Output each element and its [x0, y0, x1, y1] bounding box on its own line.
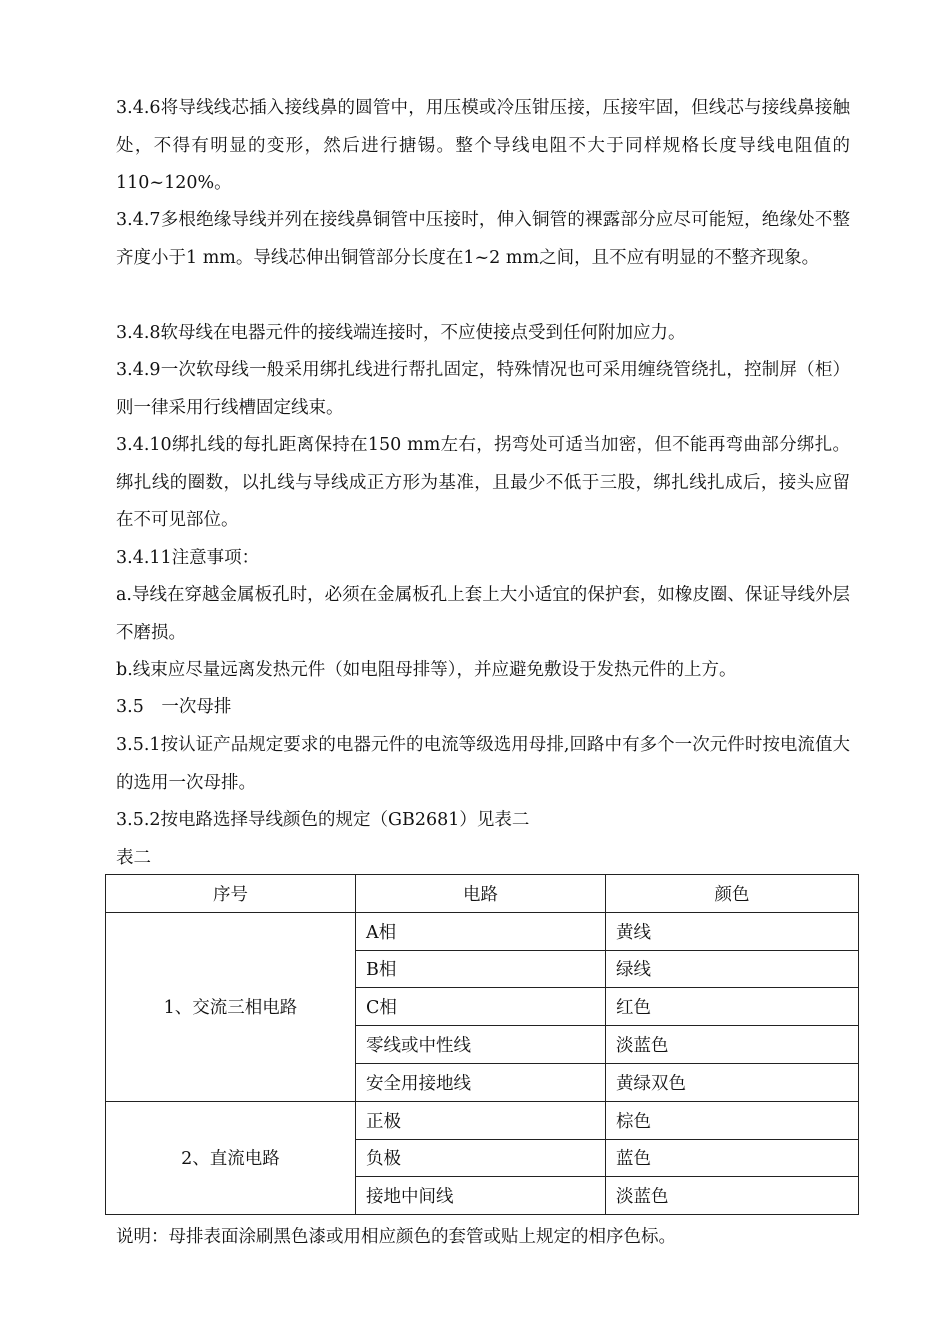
table-note: 说明：母排表面涂刷黑色漆或用相应颜色的套管或贴上规定的相序色标。 — [116, 1227, 676, 1247]
color-cell: 棕色 — [606, 1101, 859, 1139]
circuit-cell: 安全用接地线 — [356, 1063, 606, 1101]
header-circuit: 电路 — [356, 875, 606, 913]
circuit-cell: B相 — [356, 950, 606, 988]
color-cell: 淡蓝色 — [606, 1026, 859, 1064]
color-cell: 红色 — [606, 988, 859, 1026]
circuit-cell: 零线或中性线 — [356, 1026, 606, 1064]
paragraph-3-4-9: 3.4.9一次软母线一般采用绑扎线进行帮扎固定，特殊情况也可采用缠绕管绕扎，控制屏（柜）则一律采用行线槽固定线束。 — [116, 360, 850, 418]
paragraph-3-4-7: 3.4.7多根绝缘导线并列在接线鼻铜管中压接时，伸入铜管的裸露部分应尽可能短，绝缘处不整齐度小于1 mm。导线芯伸出铜管部分长度在1~2 mm之间，且不应有明显的不整齐现象。 — [116, 210, 850, 268]
paragraph-3-5-2: 3.5.2按电路选择导线颜色的规定（GB2681）见表二 — [116, 810, 530, 830]
paragraph-item-b: b.线束应尽量远离发热元件（如电阻母排等），并应避免敷设于发热元件的上方。 — [116, 660, 737, 680]
circuit-cell: 正极 — [356, 1101, 606, 1139]
circuit-cell: 负极 — [356, 1139, 606, 1177]
table-row — [106, 912, 859, 950]
color-cell: 淡蓝色 — [606, 1177, 859, 1215]
color-cell: 黄线 — [606, 912, 859, 950]
wire-color-table — [105, 874, 859, 1215]
header-index: 序号 — [106, 875, 356, 913]
table-header-row — [106, 875, 859, 913]
circuit-cell: A相 — [356, 912, 606, 950]
header-color: 颜色 — [606, 875, 859, 913]
table-row — [106, 1101, 859, 1139]
paragraph-3-5-1: 3.5.1按认证产品规定要求的电器元件的电流等级选用母排,回路中有多个一次元件时按电流值大的选用一次母排。 — [116, 735, 850, 793]
paragraph-item-a: a.导线在穿越金属板孔时，必须在金属板孔上套上大小适宜的保护套，如橡皮圈、保证导线外层不磨损。 — [116, 585, 850, 643]
section-heading-3-5: 3.5 一次母排 — [116, 697, 232, 717]
paragraph-3-4-11: 3.4.11注意事项： — [116, 548, 260, 568]
circuit-cell: 接地中间线 — [356, 1177, 606, 1215]
circuit-cell: C相 — [356, 988, 606, 1026]
group-dc-circuit: 2、直流电路 — [106, 1101, 356, 1214]
paragraph-3-4-6: 3.4.6将导线线芯插入接线鼻的圆管中，用压模或冷压钳压接，压接牢固，但线芯与接线鼻接触处，不得有明显的变形，然后进行搪锡。整个导线电阻不大于同样规格长度导线电阻值的110~120%。 — [116, 98, 850, 193]
color-cell: 蓝色 — [606, 1139, 859, 1177]
group-ac-three-phase: 1、交流三相电路 — [106, 912, 356, 1101]
paragraph-3-4-10: 3.4.10绑扎线的每扎距离保持在150 mm左右，拐弯处可适当加密，但不能再弯曲部分绑扎。绑扎线的圈数，以扎线与导线成正方形为基准，且最少不低于三股，绑扎线扎成后，接头应留在不可见部位。 — [116, 435, 850, 530]
color-cell: 绿线 — [606, 950, 859, 988]
color-cell: 黄绿双色 — [606, 1063, 859, 1101]
paragraph-3-4-8: 3.4.8软母线在电器元件的接线端连接时，不应使接点受到任何附加应力。 — [116, 323, 686, 343]
table-caption: 表二 — [116, 848, 151, 868]
